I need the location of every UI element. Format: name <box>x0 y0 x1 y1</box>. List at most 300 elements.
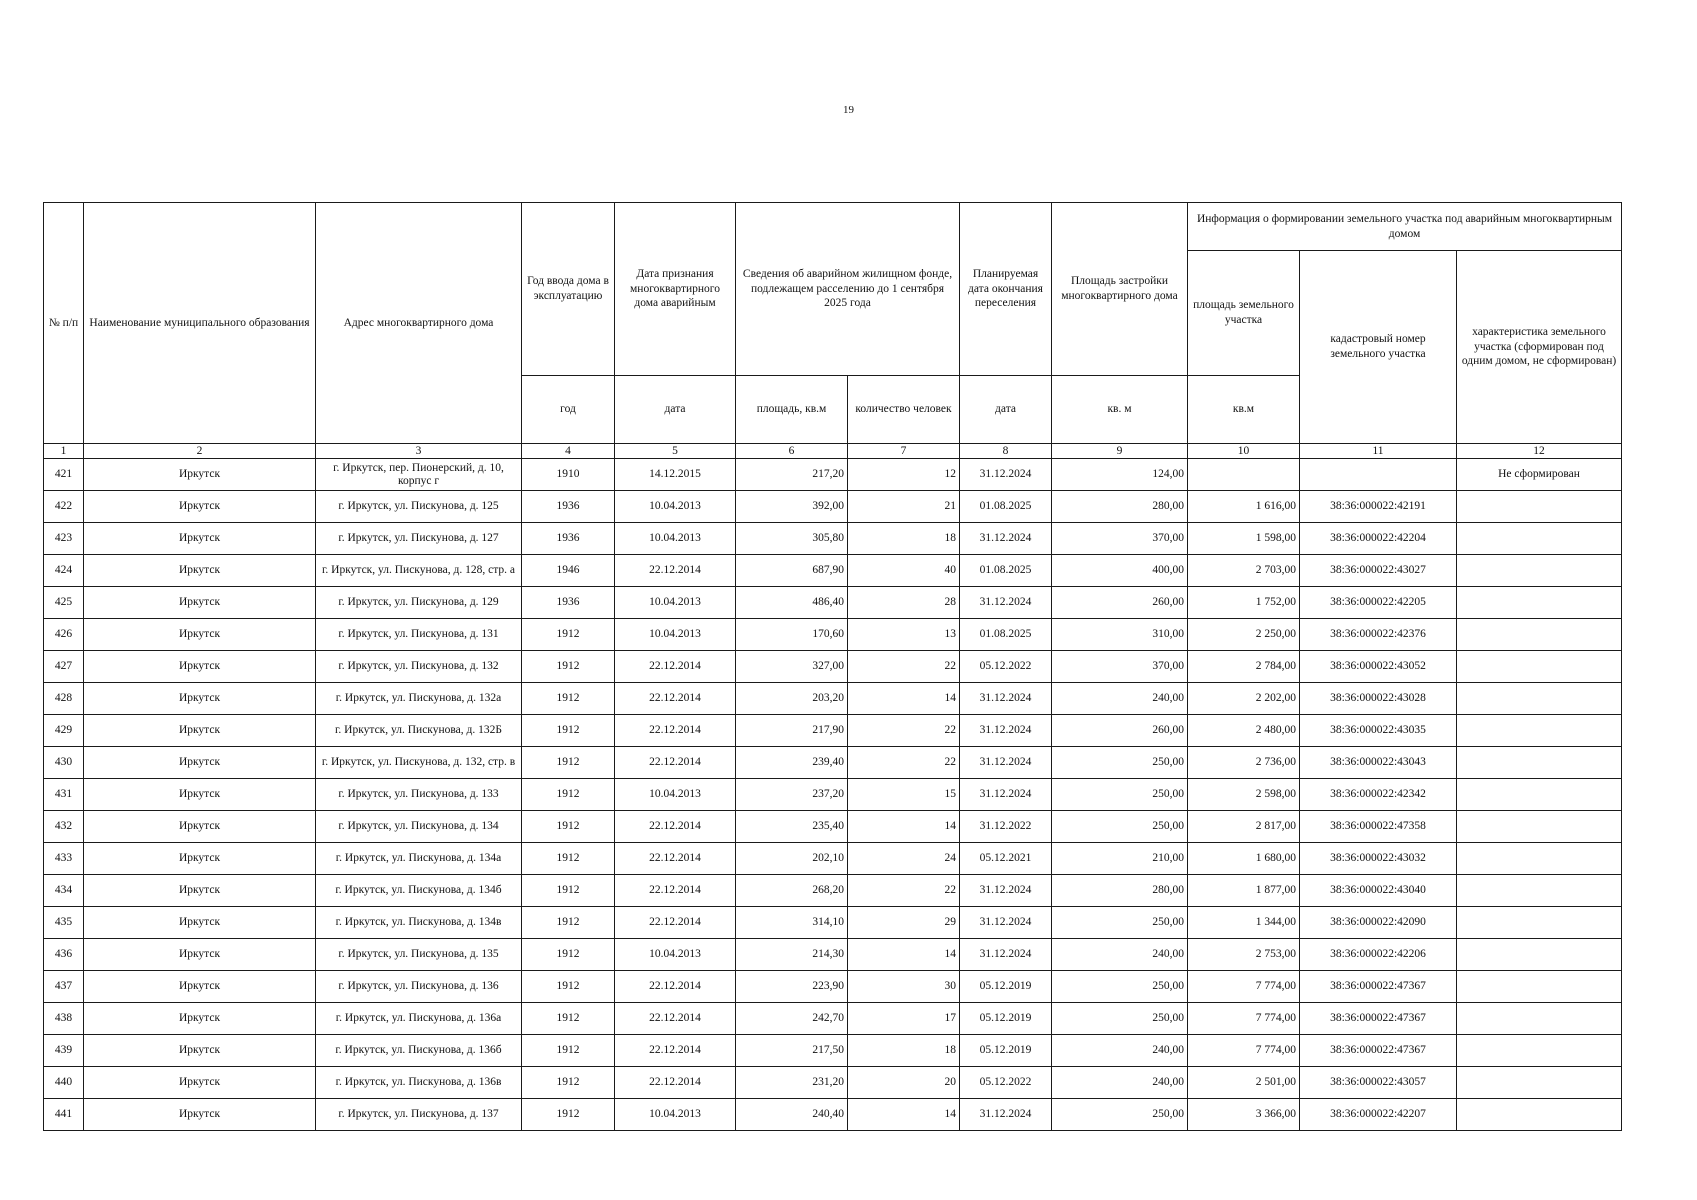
table-row <box>44 683 1622 715</box>
header-emergency-fund: Сведения об аварийном жилищном фонде, подлежащем расселению до 1 сентября 2025 года <box>736 203 960 376</box>
cell-municipality: Иркутск <box>84 491 316 523</box>
cell-planned-date: 31.12.2024 <box>960 875 1052 907</box>
cell-land-area: 2 784,00 <box>1188 651 1300 683</box>
column-number: 3 <box>316 444 522 459</box>
cell-address: г. Иркутск, ул. Пискунова, д. 127 <box>316 523 522 555</box>
cell-year-built: 1912 <box>522 907 615 939</box>
cell-people: 21 <box>848 491 960 523</box>
cell-municipality: Иркутск <box>84 715 316 747</box>
cell-land-char <box>1457 747 1622 779</box>
cell-area: 486,40 <box>736 587 848 619</box>
cell-municipality: Иркутск <box>84 843 316 875</box>
cell-people: 13 <box>848 619 960 651</box>
cell-municipality: Иркутск <box>84 683 316 715</box>
cell-built-area: 240,00 <box>1052 683 1188 715</box>
cell-recognition-date: 22.12.2014 <box>615 875 736 907</box>
cell-year-built: 1912 <box>522 747 615 779</box>
cell-people: 17 <box>848 1003 960 1035</box>
cell-recognition-date: 22.12.2014 <box>615 715 736 747</box>
header-land-char: характеристика земельного участка (сформирован под одним домом, не сформирован) <box>1457 251 1622 444</box>
column-number: 12 <box>1457 444 1622 459</box>
cell-land-char <box>1457 683 1622 715</box>
cell-address: г. Иркутск, ул. Пискунова, д. 131 <box>316 619 522 651</box>
cell-recognition-date: 22.12.2014 <box>615 811 736 843</box>
cell-year-built: 1912 <box>522 939 615 971</box>
table-row <box>44 523 1622 555</box>
cell-cadastral: 38:36:000022:43032 <box>1300 843 1457 875</box>
cell-year-built: 1936 <box>522 523 615 555</box>
cell-people: 40 <box>848 555 960 587</box>
cell-people: 22 <box>848 875 960 907</box>
cell-people: 22 <box>848 651 960 683</box>
cell-municipality: Иркутск <box>84 747 316 779</box>
cell-area: 268,20 <box>736 875 848 907</box>
cell-num: 421 <box>44 459 84 491</box>
cell-recognition-date: 22.12.2014 <box>615 683 736 715</box>
table-row <box>44 811 1622 843</box>
cell-built-area: 280,00 <box>1052 875 1188 907</box>
table-row <box>44 491 1622 523</box>
cell-planned-date: 05.12.2022 <box>960 1067 1052 1099</box>
cell-land-char <box>1457 971 1622 1003</box>
cell-year-built: 1912 <box>522 1003 615 1035</box>
cell-address: г. Иркутск, ул. Пискунова, д. 125 <box>316 491 522 523</box>
cell-num: 436 <box>44 939 84 971</box>
cell-built-area: 250,00 <box>1052 779 1188 811</box>
cell-planned-date: 05.12.2019 <box>960 1003 1052 1035</box>
cell-land-char <box>1457 651 1622 683</box>
cell-year-built: 1912 <box>522 971 615 1003</box>
cell-num: 435 <box>44 907 84 939</box>
table-row <box>44 971 1622 1003</box>
cell-people: 14 <box>848 939 960 971</box>
table-row <box>44 1099 1622 1131</box>
cell-area: 235,40 <box>736 811 848 843</box>
cell-num: 431 <box>44 779 84 811</box>
table-row <box>44 1035 1622 1067</box>
table-row <box>44 715 1622 747</box>
cell-num: 441 <box>44 1099 84 1131</box>
unit-planned-date: дата <box>960 376 1052 444</box>
column-number: 5 <box>615 444 736 459</box>
table-row <box>44 1067 1622 1099</box>
table-row <box>44 459 1622 491</box>
cell-municipality: Иркутск <box>84 1067 316 1099</box>
cell-people: 28 <box>848 587 960 619</box>
cell-planned-date: 31.12.2024 <box>960 1099 1052 1131</box>
cell-land-char <box>1457 939 1622 971</box>
cell-address: г. Иркутск, ул. Пискунова, д. 136б <box>316 1035 522 1067</box>
cell-land-char <box>1457 1035 1622 1067</box>
cell-year-built: 1912 <box>522 779 615 811</box>
cell-land-area: 3 366,00 <box>1188 1099 1300 1131</box>
cell-planned-date: 01.08.2025 <box>960 491 1052 523</box>
cell-num: 425 <box>44 587 84 619</box>
cell-num: 424 <box>44 555 84 587</box>
cell-built-area: 250,00 <box>1052 747 1188 779</box>
cell-built-area: 250,00 <box>1052 1099 1188 1131</box>
cell-municipality: Иркутск <box>84 1003 316 1035</box>
unit-land-area: кв.м <box>1188 376 1300 444</box>
cell-year-built: 1912 <box>522 843 615 875</box>
cell-land-area: 7 774,00 <box>1188 1003 1300 1035</box>
cell-cadastral: 38:36:000022:43027 <box>1300 555 1457 587</box>
cell-built-area: 240,00 <box>1052 1067 1188 1099</box>
cell-year-built: 1946 <box>522 555 615 587</box>
cell-num: 428 <box>44 683 84 715</box>
cell-built-area: 370,00 <box>1052 523 1188 555</box>
cell-land-char <box>1457 1003 1622 1035</box>
cell-recognition-date: 10.04.2013 <box>615 1099 736 1131</box>
table-row <box>44 843 1622 875</box>
cell-area: 214,30 <box>736 939 848 971</box>
cell-planned-date: 31.12.2024 <box>960 715 1052 747</box>
cell-recognition-date: 22.12.2014 <box>615 1035 736 1067</box>
table-body <box>44 459 1622 1131</box>
cell-built-area: 240,00 <box>1052 1035 1188 1067</box>
column-number: 11 <box>1300 444 1457 459</box>
emergency-housing-table <box>43 202 1622 1131</box>
cell-area: 242,70 <box>736 1003 848 1035</box>
table-row <box>44 907 1622 939</box>
cell-land-char <box>1457 555 1622 587</box>
cell-num: 439 <box>44 1035 84 1067</box>
cell-built-area: 250,00 <box>1052 811 1188 843</box>
cell-land-char: Не сформирован <box>1457 459 1622 491</box>
cell-land-area: 7 774,00 <box>1188 971 1300 1003</box>
cell-num: 423 <box>44 523 84 555</box>
cell-cadastral: 38:36:000022:42205 <box>1300 587 1457 619</box>
cell-people: 29 <box>848 907 960 939</box>
header-cadastral: кадастровый номер земельного участка <box>1300 251 1457 444</box>
cell-planned-date: 05.12.2022 <box>960 651 1052 683</box>
cell-land-area: 1 877,00 <box>1188 875 1300 907</box>
cell-address: г. Иркутск, ул. Пискунова, д. 132а <box>316 683 522 715</box>
cell-planned-date: 01.08.2025 <box>960 619 1052 651</box>
header-year-built: Год ввода дома в эксплуатацию <box>522 203 615 376</box>
cell-recognition-date: 10.04.2013 <box>615 619 736 651</box>
cell-year-built: 1912 <box>522 619 615 651</box>
cell-num: 440 <box>44 1067 84 1099</box>
cell-land-char <box>1457 619 1622 651</box>
cell-recognition-date: 10.04.2013 <box>615 523 736 555</box>
cell-cadastral: 38:36:000022:42342 <box>1300 779 1457 811</box>
header-land-info: Информация о формировании земельного участка под аварийным многоквартирным домом <box>1188 203 1622 251</box>
cell-cadastral <box>1300 459 1457 491</box>
unit-date: дата <box>615 376 736 444</box>
cell-land-area: 2 202,00 <box>1188 683 1300 715</box>
column-number: 8 <box>960 444 1052 459</box>
cell-year-built: 1912 <box>522 875 615 907</box>
cell-planned-date: 31.12.2024 <box>960 587 1052 619</box>
cell-address: г. Иркутск, ул. Пискунова, д. 134а <box>316 843 522 875</box>
cell-address: г. Иркутск, ул. Пискунова, д. 134в <box>316 907 522 939</box>
cell-planned-date: 05.12.2021 <box>960 843 1052 875</box>
cell-address: г. Иркутск, ул. Пискунова, д. 132, стр. в <box>316 747 522 779</box>
cell-planned-date: 05.12.2019 <box>960 971 1052 1003</box>
cell-year-built: 1936 <box>522 587 615 619</box>
table-row <box>44 939 1622 971</box>
cell-municipality: Иркутск <box>84 1035 316 1067</box>
cell-land-area: 2 753,00 <box>1188 939 1300 971</box>
cell-area: 170,60 <box>736 619 848 651</box>
cell-land-char <box>1457 523 1622 555</box>
cell-address: г. Иркутск, ул. Пискунова, д. 129 <box>316 587 522 619</box>
unit-people: количество человек <box>848 376 960 444</box>
cell-planned-date: 31.12.2024 <box>960 779 1052 811</box>
cell-built-area: 124,00 <box>1052 459 1188 491</box>
cell-people: 12 <box>848 459 960 491</box>
cell-municipality: Иркутск <box>84 875 316 907</box>
cell-area: 314,10 <box>736 907 848 939</box>
cell-num: 433 <box>44 843 84 875</box>
column-number: 7 <box>848 444 960 459</box>
cell-land-area: 7 774,00 <box>1188 1035 1300 1067</box>
column-number: 10 <box>1188 444 1300 459</box>
cell-people: 14 <box>848 683 960 715</box>
cell-built-area: 250,00 <box>1052 1003 1188 1035</box>
cell-municipality: Иркутск <box>84 651 316 683</box>
table-row <box>44 587 1622 619</box>
cell-area: 687,90 <box>736 555 848 587</box>
unit-area: площадь, кв.м <box>736 376 848 444</box>
cell-land-char <box>1457 779 1622 811</box>
cell-num: 427 <box>44 651 84 683</box>
cell-built-area: 280,00 <box>1052 491 1188 523</box>
cell-built-area: 250,00 <box>1052 971 1188 1003</box>
column-number: 1 <box>44 444 84 459</box>
column-number-row <box>44 444 1622 459</box>
cell-land-area: 1 752,00 <box>1188 587 1300 619</box>
cell-recognition-date: 22.12.2014 <box>615 555 736 587</box>
cell-num: 434 <box>44 875 84 907</box>
cell-cadastral: 38:36:000022:42376 <box>1300 619 1457 651</box>
cell-municipality: Иркутск <box>84 971 316 1003</box>
cell-municipality: Иркутск <box>84 939 316 971</box>
cell-people: 18 <box>848 523 960 555</box>
cell-planned-date: 31.12.2024 <box>960 907 1052 939</box>
cell-people: 20 <box>848 1067 960 1099</box>
table-row <box>44 779 1622 811</box>
cell-municipality: Иркутск <box>84 459 316 491</box>
cell-cadastral: 38:36:000022:47367 <box>1300 1003 1457 1035</box>
cell-cadastral: 38:36:000022:43028 <box>1300 683 1457 715</box>
cell-people: 14 <box>848 811 960 843</box>
cell-planned-date: 31.12.2022 <box>960 811 1052 843</box>
cell-people: 14 <box>848 1099 960 1131</box>
cell-municipality: Иркутск <box>84 619 316 651</box>
table-row <box>44 619 1622 651</box>
cell-area: 217,20 <box>736 459 848 491</box>
cell-address: г. Иркутск, ул. Пискунова, д. 136в <box>316 1067 522 1099</box>
column-number: 2 <box>84 444 316 459</box>
unit-built-area: кв. м <box>1052 376 1188 444</box>
column-number: 9 <box>1052 444 1188 459</box>
cell-address: г. Иркутск, ул. Пискунова, д. 128, стр. а <box>316 555 522 587</box>
cell-address: г. Иркутск, ул. Пискунова, д. 136 <box>316 971 522 1003</box>
cell-built-area: 370,00 <box>1052 651 1188 683</box>
cell-num: 426 <box>44 619 84 651</box>
cell-municipality: Иркутск <box>84 907 316 939</box>
cell-recognition-date: 22.12.2014 <box>615 1003 736 1035</box>
cell-cadastral: 38:36:000022:42191 <box>1300 491 1457 523</box>
cell-area: 231,20 <box>736 1067 848 1099</box>
cell-planned-date: 05.12.2019 <box>960 1035 1052 1067</box>
cell-address: г. Иркутск, ул. Пискунова, д. 133 <box>316 779 522 811</box>
cell-people: 18 <box>848 1035 960 1067</box>
cell-built-area: 310,00 <box>1052 619 1188 651</box>
cell-built-area: 210,00 <box>1052 843 1188 875</box>
cell-cadastral: 38:36:000022:42207 <box>1300 1099 1457 1131</box>
cell-land-char <box>1457 875 1622 907</box>
cell-people: 30 <box>848 971 960 1003</box>
cell-cadastral: 38:36:000022:42090 <box>1300 907 1457 939</box>
cell-land-char <box>1457 587 1622 619</box>
cell-people: 15 <box>848 779 960 811</box>
cell-land-char <box>1457 491 1622 523</box>
cell-cadastral: 38:36:000022:47358 <box>1300 811 1457 843</box>
header-address: Адрес многоквартирного дома <box>316 203 522 444</box>
header-land-area: площадь земельного участка <box>1188 251 1300 376</box>
cell-planned-date: 31.12.2024 <box>960 523 1052 555</box>
cell-people: 24 <box>848 843 960 875</box>
cell-land-area: 1 598,00 <box>1188 523 1300 555</box>
cell-built-area: 260,00 <box>1052 715 1188 747</box>
cell-cadastral: 38:36:000022:43035 <box>1300 715 1457 747</box>
cell-recognition-date: 10.04.2013 <box>615 779 736 811</box>
cell-land-char <box>1457 1099 1622 1131</box>
cell-cadastral: 38:36:000022:43040 <box>1300 875 1457 907</box>
cell-land-area: 1 680,00 <box>1188 843 1300 875</box>
cell-planned-date: 01.08.2025 <box>960 555 1052 587</box>
cell-land-area: 2 480,00 <box>1188 715 1300 747</box>
cell-recognition-date: 22.12.2014 <box>615 907 736 939</box>
cell-year-built: 1912 <box>522 651 615 683</box>
cell-area: 202,10 <box>736 843 848 875</box>
cell-area: 237,20 <box>736 779 848 811</box>
column-number: 4 <box>522 444 615 459</box>
cell-address: г. Иркутск, ул. Пискунова, д. 136а <box>316 1003 522 1035</box>
cell-address: г. Иркутск, ул. Пискунова, д. 134 <box>316 811 522 843</box>
table-row <box>44 875 1622 907</box>
cell-area: 223,90 <box>736 971 848 1003</box>
cell-num: 438 <box>44 1003 84 1035</box>
cell-land-area: 2 736,00 <box>1188 747 1300 779</box>
cell-address: г. Иркутск, ул. Пискунова, д. 132 <box>316 651 522 683</box>
cell-planned-date: 31.12.2024 <box>960 747 1052 779</box>
cell-year-built: 1936 <box>522 491 615 523</box>
cell-built-area: 400,00 <box>1052 555 1188 587</box>
cell-year-built: 1912 <box>522 1067 615 1099</box>
cell-area: 217,90 <box>736 715 848 747</box>
cell-area: 239,40 <box>736 747 848 779</box>
page-number: 19 <box>843 104 854 116</box>
table-row <box>44 747 1622 779</box>
header-planned-date: Планируемая дата окончания переселения <box>960 203 1052 376</box>
cell-year-built: 1912 <box>522 683 615 715</box>
cell-year-built: 1910 <box>522 459 615 491</box>
cell-land-char <box>1457 843 1622 875</box>
header-built-area: Площадь застройки многоквартирного дома <box>1052 203 1188 376</box>
cell-num: 429 <box>44 715 84 747</box>
cell-recognition-date: 22.12.2014 <box>615 1067 736 1099</box>
cell-land-area: 2 250,00 <box>1188 619 1300 651</box>
cell-address: г. Иркутск, ул. Пискунова, д. 135 <box>316 939 522 971</box>
cell-num: 430 <box>44 747 84 779</box>
cell-cadastral: 38:36:000022:47367 <box>1300 971 1457 1003</box>
cell-num: 437 <box>44 971 84 1003</box>
header-recognition-date: Дата признания многоквартирного дома аварийным <box>615 203 736 376</box>
cell-built-area: 260,00 <box>1052 587 1188 619</box>
cell-area: 240,40 <box>736 1099 848 1131</box>
cell-address: г. Иркутск, ул. Пискунова, д. 137 <box>316 1099 522 1131</box>
cell-year-built: 1912 <box>522 1035 615 1067</box>
cell-recognition-date: 22.12.2014 <box>615 843 736 875</box>
table-row <box>44 651 1622 683</box>
cell-cadastral: 38:36:000022:47367 <box>1300 1035 1457 1067</box>
cell-built-area: 240,00 <box>1052 939 1188 971</box>
cell-land-char <box>1457 715 1622 747</box>
cell-land-char <box>1457 811 1622 843</box>
cell-recognition-date: 10.04.2013 <box>615 587 736 619</box>
cell-land-area: 1 344,00 <box>1188 907 1300 939</box>
header-municipality: Наименование муниципального образования <box>84 203 316 444</box>
cell-planned-date: 31.12.2024 <box>960 939 1052 971</box>
cell-address: г. Иркутск, ул. Пискунова, д. 134б <box>316 875 522 907</box>
cell-municipality: Иркутск <box>84 523 316 555</box>
cell-municipality: Иркутск <box>84 555 316 587</box>
cell-cadastral: 38:36:000022:42206 <box>1300 939 1457 971</box>
cell-address: г. Иркутск, ул. Пискунова, д. 132Б <box>316 715 522 747</box>
cell-municipality: Иркутск <box>84 587 316 619</box>
cell-area: 392,00 <box>736 491 848 523</box>
cell-address: г. Иркутск, пер. Пионерский, д. 10, корпус г <box>316 459 522 491</box>
cell-land-area <box>1188 459 1300 491</box>
cell-municipality: Иркутск <box>84 779 316 811</box>
table-row <box>44 555 1622 587</box>
cell-municipality: Иркутск <box>84 811 316 843</box>
cell-land-char <box>1457 907 1622 939</box>
cell-people: 22 <box>848 747 960 779</box>
cell-recognition-date: 10.04.2013 <box>615 939 736 971</box>
cell-land-area: 2 703,00 <box>1188 555 1300 587</box>
header-num: № п/п <box>44 203 84 444</box>
cell-cadastral: 38:36:000022:43052 <box>1300 651 1457 683</box>
cell-area: 217,50 <box>736 1035 848 1067</box>
cell-num: 422 <box>44 491 84 523</box>
cell-year-built: 1912 <box>522 811 615 843</box>
cell-cadastral: 38:36:000022:43057 <box>1300 1067 1457 1099</box>
cell-recognition-date: 22.12.2014 <box>615 747 736 779</box>
cell-area: 327,00 <box>736 651 848 683</box>
cell-people: 22 <box>848 715 960 747</box>
cell-land-area: 2 501,00 <box>1188 1067 1300 1099</box>
cell-area: 305,80 <box>736 523 848 555</box>
cell-cadastral: 38:36:000022:42204 <box>1300 523 1457 555</box>
cell-land-area: 2 598,00 <box>1188 779 1300 811</box>
cell-area: 203,20 <box>736 683 848 715</box>
cell-num: 432 <box>44 811 84 843</box>
cell-recognition-date: 10.04.2013 <box>615 491 736 523</box>
cell-year-built: 1912 <box>522 715 615 747</box>
cell-recognition-date: 22.12.2014 <box>615 651 736 683</box>
cell-built-area: 250,00 <box>1052 907 1188 939</box>
cell-land-area: 2 817,00 <box>1188 811 1300 843</box>
cell-municipality: Иркутск <box>84 1099 316 1131</box>
column-number: 6 <box>736 444 848 459</box>
cell-recognition-date: 22.12.2014 <box>615 971 736 1003</box>
table-row <box>44 1003 1622 1035</box>
